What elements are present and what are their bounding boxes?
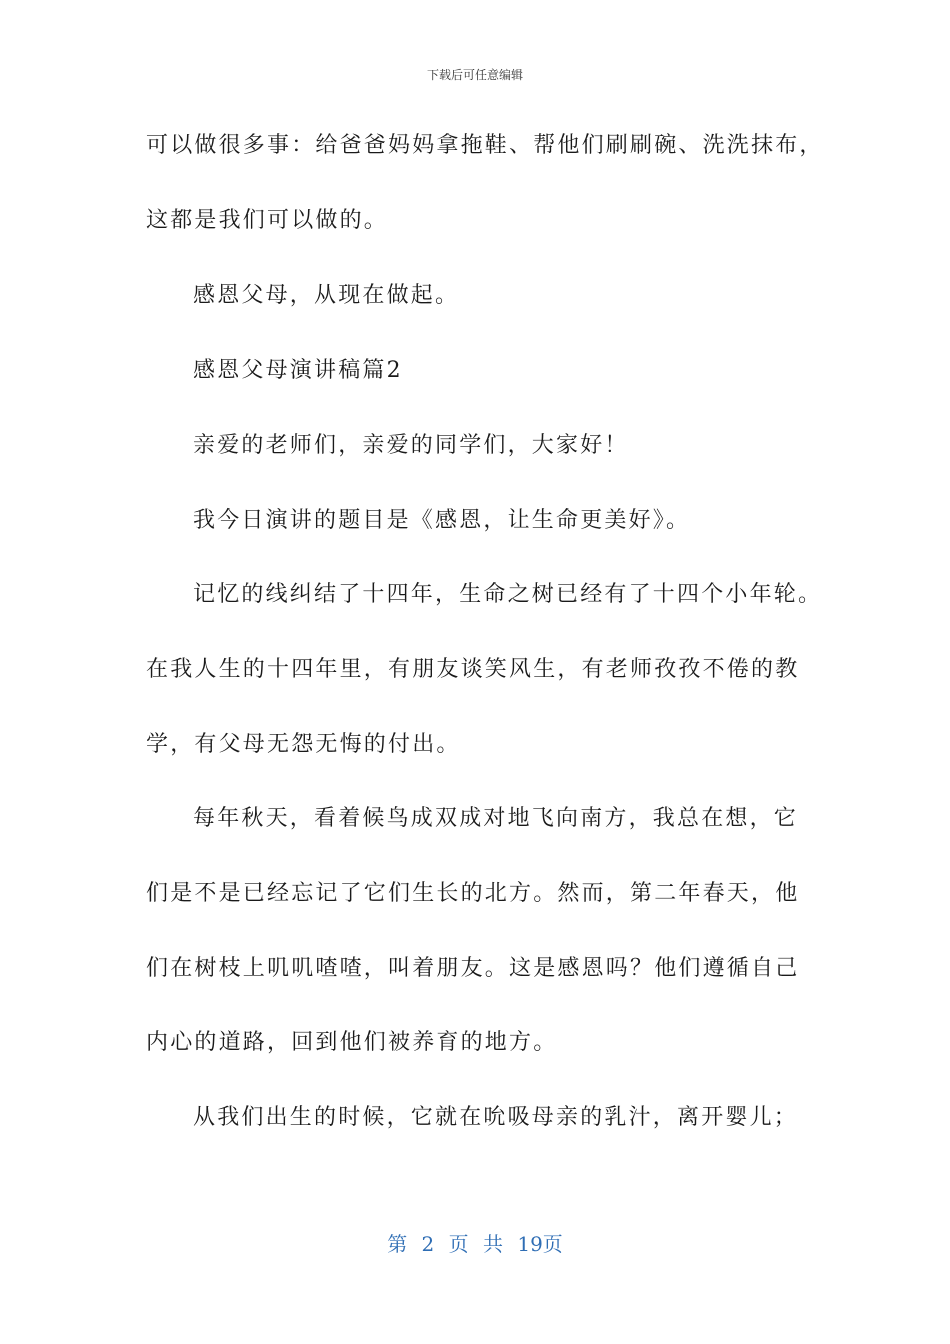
- body-line: 这都是我们可以做的。: [146, 208, 389, 233]
- paragraph-line: 每年秋天，看着候鸟成双成对地飞向南方，我总在想，它: [193, 806, 799, 831]
- paragraph-line: 我今日演讲的题目是《感恩，让生命更美好》。: [193, 508, 691, 533]
- paragraph-line: 感恩父母，从现在做起。: [193, 283, 460, 308]
- body-line: 可以做很多事：给爸爸妈妈拿拖鞋、帮他们刷刷碗、洗洗抹布，: [146, 133, 824, 158]
- page-number-footer: 第 2 页 共 19页: [387, 1232, 563, 1256]
- paragraph-line: 从我们出生的时候，它就在吮吸母亲的乳汁，离开婴儿；: [193, 1105, 799, 1130]
- body-line: 们是不是已经忘记了它们生长的北方。然而，第二年春天，他: [146, 881, 800, 906]
- body-line: 内心的道路，回到他们被养育的地方。: [146, 1030, 558, 1055]
- section-heading: 感恩父母演讲稿篇2: [193, 358, 403, 383]
- body-line: 们在树枝上叽叽喳喳，叫着朋友。这是感恩吗？他们遵循自己: [146, 956, 800, 981]
- page-header: 下载后可任意编辑: [426, 68, 523, 82]
- paragraph-line: 记忆的线纠结了十四年，生命之树已经有了十四个小年轮。: [193, 582, 823, 607]
- body-line: 学，有父母无怨无悔的付出。: [146, 732, 461, 757]
- body-line: 在我人生的十四年里，有朋友谈笑风生，有老师孜孜不倦的教: [146, 657, 800, 682]
- paragraph-line: 亲爱的老师们，亲爱的同学们，大家好！: [193, 433, 629, 458]
